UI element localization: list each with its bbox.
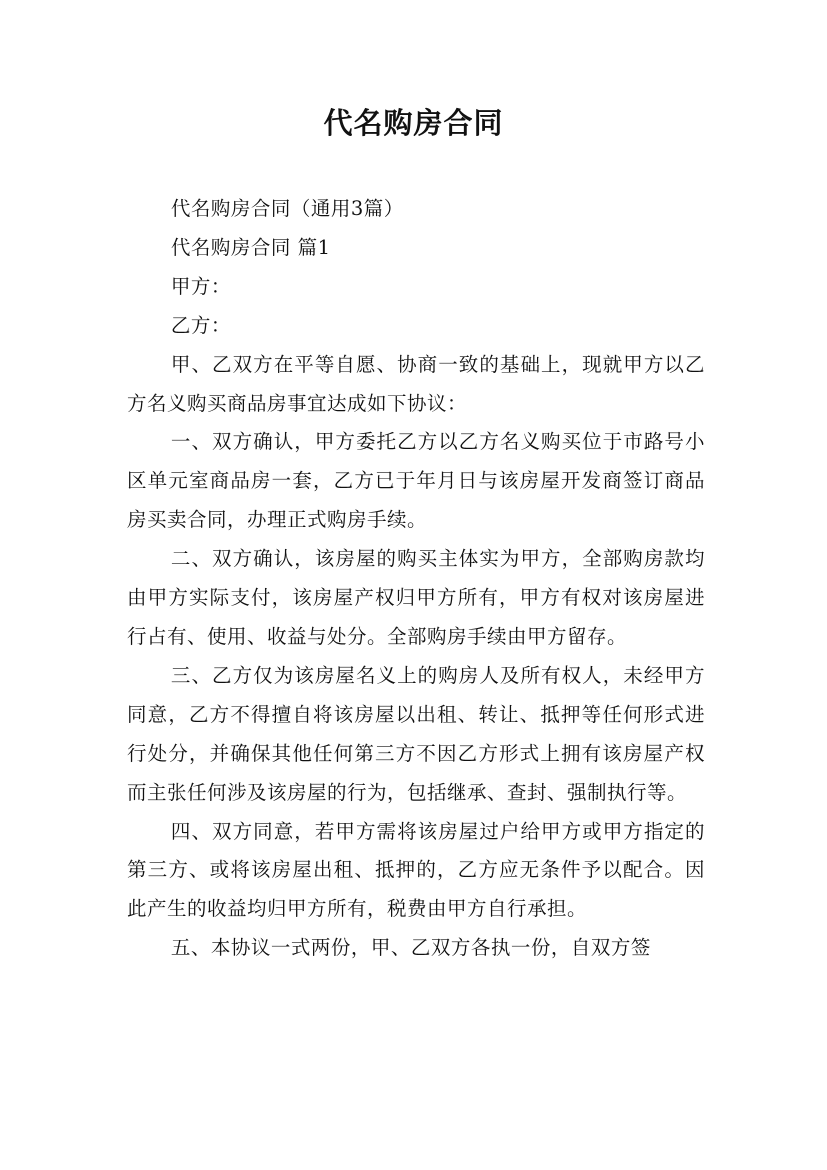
paragraph-clause-3: 三、乙方仅为该房屋名义上的购房人及所有权人，未经甲方同意，乙方不得擅自将该房屋以出租、转让、抵押等任何形式进行处分，并确保其他任何第三方不因乙方形式上拥有该房屋产权而主张任何涉及该房屋的行为，包括继承、查封、强制执行等。 [127,663,705,804]
document-body [127,190,705,968]
paragraph-clause-2: 二、双方确认，该房屋的购买主体实为甲方，全部购房款均由甲方实际支付，该房屋产权归甲方所有，甲方有权对该房屋进行占有、使用、收益与处分。全部购房手续由甲方留存。 [127,547,705,648]
paragraph-section-heading: 代名购房合同 篇1 [170,235,331,259]
paragraph-clause-1: 一、双方确认，甲方委托乙方以乙方名义购买位于市路号小区单元室商品房一套，乙方已于年月日与该房屋开发商签订商品房买卖合同，办理正式购房手续。 [127,430,705,532]
paragraph-party-b: 乙方： [170,313,231,337]
paragraph-party-a: 甲方： [170,274,231,298]
paragraph-subtitle: 代名购房合同（通用3篇） [170,197,404,220]
paragraph-clause-4: 四、双方同意，若甲方需将该房屋过户给甲方或甲方指定的第三方、或将该房屋出租、抵押的，乙方应无条件予以配合。因此产生的收益均归甲方所有，税费由甲方自行承担。 [127,819,705,921]
paragraph-clause-5: 五、本协议一式两份，甲、乙双方各执一份，自双方签 [170,936,651,960]
paragraph-preamble: 甲、乙双方在平等自愿、协商一致的基础上，现就甲方以乙方名义购买商品房事宜达成如下协议： [127,352,705,415]
document-title: 代名购房合同 [323,106,504,140]
